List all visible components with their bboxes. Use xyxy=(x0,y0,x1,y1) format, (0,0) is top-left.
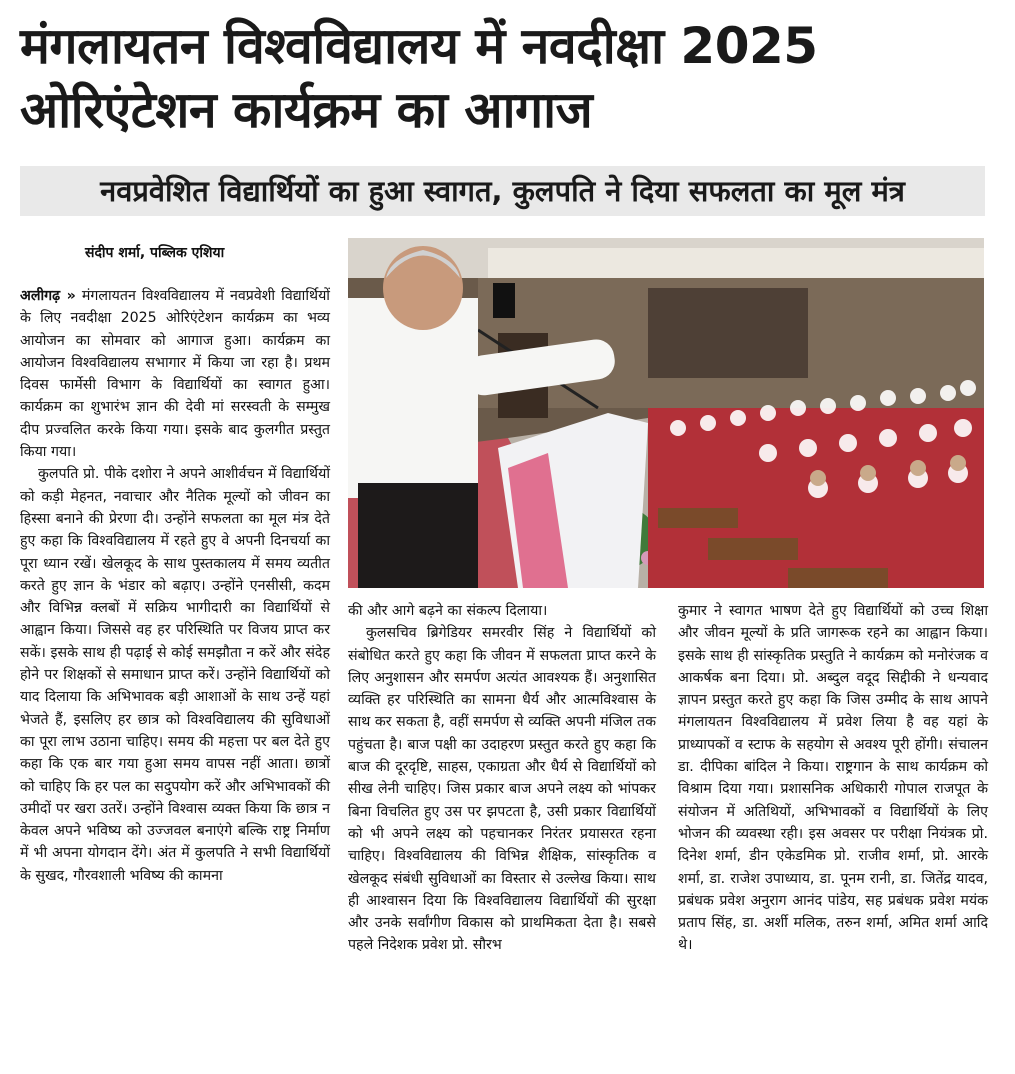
paragraph: की और आगे बढ़ने का संकल्प दिलाया। xyxy=(348,603,548,619)
dateline: अलीगढ़ » xyxy=(20,288,76,304)
article-column-1 xyxy=(20,285,330,1065)
auditorium-photo-illustration xyxy=(348,238,984,588)
article-column-2 xyxy=(348,600,656,1060)
paragraph: कुमार ने स्वागत भाषण देते हुए विद्यार्थियों को उच्च शिक्षा और जीवन मूल्यों के प्रति जागरूक रहने का आह्वान किया। इसके साथ ही सांस्कृतिक प्रस्तुति ने कार्यक्रम को मनोरंजक व आकर्षक बना दिया। प्रो. अब्दुल वदूद सिद्दीकी ने धन्यवाद ज्ञापन प्रस्तुत करते हुए कहा कि जिस उम्मीद के साथ आपने मंगलायतन विश्वविद्यालय में प्रवेश लिया है वह यहां के प्राध्यापकों व स्टाफ के सहयोग से अवश्य पूरी होंगी। संचालन डा. दीपिका बांदिल ने किया। राष्ट्रगान के साथ कार्यक्रम को विश्राम दिया गया। प्रशासनिक अधिकारी गोपाल राजपूत के संयोजन में अतिथियों, अभिभावकों व विद्यार्थियों के लिए भोजन की व्यवस्था रही। इस अवसर पर परीक्षा नियंत्रक प्रो. दिनेश शर्मा, डीन एकेडमिक प्रो. राजीव शर्मा, प्रो. आरके शर्मा, डा. राजेश उपाध्याय, डा. पूनम रानी, डा. जितेंद्र यादव, प्रबंधक प्रवेश अनुराग आनंद पांडेय, सह प्रबंधक प्रवेश मयंक प्रताप सिंह, डा. अर्शी मलिक, तरुन शर्मा, अमित शर्मा आदि थे। xyxy=(678,603,988,954)
paragraph: कुलसचिव ब्रिगेडियर समरवीर सिंह ने विद्यार्थियों को संबोधित करते हुए कहा कि जीवन में सफलता प्राप्त करने के लिए अनुशासन और समर्पण अत्यंत आवश्यक हैं। अनुशासित व्यक्ति हर परिस्थिति का सामना धैर्य और आत्मविश्वास के साथ कर सकता है, वहीं समर्पण से व्यक्ति अपनी मंजिल तक पहुंचता है। बाज पक्षी का उदाहरण प्रस्तुत करते हुए कहा कि बाज की दूरदृष्टि, साहस, एकाग्रता और धैर्य से विद्यार्थियों को सीख लेनी चाहिए। जिस प्रकार बाज अपने लक्ष्य को भांपकर बिना विचलित हुए उस पर झपटता है, उसी प्रकार विद्यार्थियों को भी अपने लक्ष्य को पहचानकर निरंतर प्रयासरत रहना चाहिए। विश्वविद्यालय की विभिन्न शैक्षिक, सांस्कृतिक व खेलकूद संबंधी सुविधाओं का विस्तार से उल्लेख किया। साथ ही आश्वासन दिया कि विश्वविद्यालय विद्यार्थियों की सुरक्षा और उनके सर्वांगीण विकास को प्राथमिकता देता है। सबसे पहले निदेशक प्रवेश प्रो. सौरभ xyxy=(348,625,656,954)
headline-line-2: ओरिएंटेशन कार्यक्रम का आगाज xyxy=(20,81,593,139)
headline xyxy=(20,14,1000,142)
paragraph: कुलपति प्रो. पीके दशोरा ने अपने आशीर्वचन में विद्यार्थियों को कड़ी मेहनत, नवाचार और नैतिक मूल्यों को जीवन का हिस्सा बनाने की प्रेरणा दी। उन्होंने सफलता का मूल मंत्र देते हुए कहा कि विश्वविद्यालय में रहते हुए वे अपनी दिनचर्या का पूरा ध्यान रखें। खेलकूद के साथ पुस्तकालय में समय व्यतीत करते हुए ज्ञान के भंडार को बढ़ाए। उन्होंने एनसीसी, कदम और विभिन्न क्लबों में सक्रिय भागीदारी का विद्यार्थियों से आह्वान किया। जिससे वह हर परिस्थिति पर विजय प्राप्त कर सकें। इसके साथ ही पढ़ाई से कोई समझौता न करें और संदेह होने पर शिक्षकों से समाधान प्राप्त करें। उन्होंने विद्यार्थियों को याद दिलाया कि अभिभावक बड़ी आशाओं के साथ उन्हें यहां भेजते हैं, इसलिए हर छात्र को विश्वविद्यालय की सुविधाओं का पूरा लाभ उठाना चाहिए। समय की महत्ता पर बल देते हुए कहा कि एक बार गया हुआ समय वापस नहीं आता। छात्रों को चाहिए कि हर पल का सदुपयोग करें और अभिभावकों की उमीदों पर खरा उतरें। उन्होंने विश्वास व्यक्त किया कि छात्र न केवल अपने भविष्य को उज्जवल बनाएंगे बल्कि राष्ट्र निर्माण में भी अपना योगदान देंगे। अंत में कुलपति ने सभी विद्यार्थियों के सुखद, गौरवशाली भविष्य की कामना xyxy=(20,466,330,884)
paragraph xyxy=(20,285,330,463)
article-column-3 xyxy=(678,600,988,1060)
headline-line-1: मंगलायतन विश्वविद्यालय में नवदीक्षा 2025 xyxy=(20,17,818,75)
paragraph-text: मंगलायतन विश्वविद्यालय में नवप्रवेशी विद्यार्थियों के लिए नवदीक्षा 2025 ओरिएंटेशन कार्यक्रम का भव्य आयोजन का सोमवार को आगाज हुआ। कार्यक्रम का आयोजन विश्वविद्यालय सभागार में किया जा रहा है। प्रथम दिवस फार्मेसी विभाग के विद्यार्थियों का स्वागत हुआ। कार्यक्रम का शुभारंभ ज्ञान की देवी मां सरस्वती के सम्मुख दीप प्रज्वलित करके किया गया। इसके बाद कुलगीत प्रस्तुत किया गया। xyxy=(20,288,330,461)
byline: संदीप शर्मा, पब्लिक एशिया xyxy=(85,245,225,261)
subheadline: नवप्रवेशित विद्यार्थियों का हुआ स्वागत, कुलपति ने दिया सफलता का मूल मंत्र xyxy=(20,166,985,216)
event-photo xyxy=(348,238,984,588)
